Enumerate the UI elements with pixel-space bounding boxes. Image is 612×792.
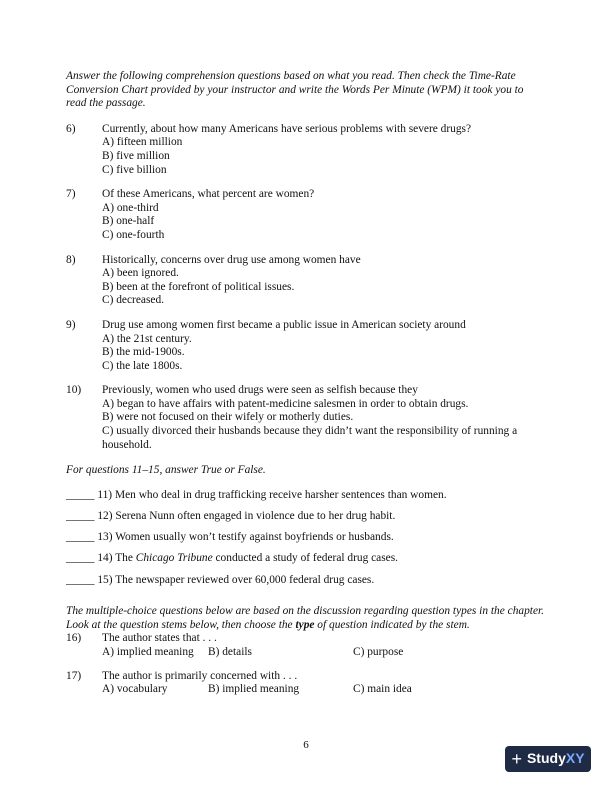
question-number: 10) bbox=[66, 384, 82, 397]
question-stem: The author states that . . . bbox=[102, 632, 217, 645]
question-7 bbox=[66, 188, 546, 242]
option-c: C) the late 1800s. bbox=[102, 359, 183, 372]
item-text: Men who deal in drug trafficking receive harsher sentences than women. bbox=[114, 488, 447, 501]
answer-blank[interactable]: _____ bbox=[66, 510, 95, 523]
newspaper-title: Chicago Tribune bbox=[135, 552, 213, 565]
answer-blank[interactable]: _____ bbox=[66, 531, 95, 544]
item-number: 13) bbox=[97, 531, 113, 544]
question-10 bbox=[66, 384, 546, 452]
answer-blank[interactable]: _____ bbox=[66, 552, 95, 565]
question-stem: The author is primarily concerned with . . . bbox=[102, 669, 298, 682]
mc-intro-emphasis: type bbox=[295, 618, 315, 631]
item-number: 12) bbox=[97, 510, 113, 523]
option-a: A) implied meaning bbox=[102, 645, 194, 658]
option-c: C) purpose bbox=[353, 645, 404, 658]
mc-intro-post: of question indicated by the stem. bbox=[314, 618, 470, 631]
question-stem: Historically, concerns over drug use among women have bbox=[102, 253, 361, 266]
option-c: C) main idea bbox=[353, 683, 412, 696]
option-b: B) were not focused on their wifely or motherly duties. bbox=[102, 411, 354, 424]
brand-name bbox=[527, 752, 585, 766]
true-false-item-15 bbox=[66, 574, 546, 588]
question-16 bbox=[66, 632, 546, 659]
studyxy-badge[interactable] bbox=[505, 746, 591, 772]
question-number: 9) bbox=[66, 318, 76, 331]
document-page bbox=[66, 70, 546, 707]
item-number: 14) bbox=[97, 552, 113, 565]
item-text: The newspaper reviewed over 60,000 federal drug cases. bbox=[115, 573, 375, 586]
answer-blank[interactable]: _____ bbox=[66, 573, 95, 586]
option-b: B) one-half bbox=[102, 215, 155, 228]
question-8 bbox=[66, 254, 546, 308]
question-stem: Previously, women who used drugs were seen as selfish because they bbox=[102, 384, 418, 397]
question-6 bbox=[66, 123, 546, 177]
multiple-choice-instructions bbox=[66, 605, 546, 632]
true-false-instructions: For questions 11–15, answer True or False. bbox=[66, 464, 266, 477]
item-text: Women usually won’t testify against boyfriends or husbands. bbox=[115, 531, 394, 544]
item-text: Serena Nunn often engaged in violence due to her drug habit. bbox=[115, 510, 396, 523]
brand-accent: XY bbox=[565, 750, 585, 767]
question-number: 16) bbox=[66, 632, 82, 645]
question-stem: Drug use among women first became a public issue in American society around bbox=[102, 318, 466, 331]
question-number: 7) bbox=[66, 188, 76, 201]
option-a: A) vocabulary bbox=[102, 683, 168, 696]
true-false-item-11 bbox=[66, 489, 546, 503]
question-9 bbox=[66, 319, 546, 373]
plus-icon: + bbox=[511, 749, 522, 769]
instructions-intro: Answer the following comprehension questions based on what you read. Then check the Time-Rate Conversion Chart provided by your instructor and write the Words Per Minute (WPM) it took you to read the passage. bbox=[66, 70, 524, 110]
option-a: A) fifteen million bbox=[102, 136, 183, 149]
option-c: C) one-fourth bbox=[102, 228, 165, 241]
brand-main: Study bbox=[526, 750, 566, 767]
question-number: 17) bbox=[66, 669, 82, 682]
item-number: 11) bbox=[97, 488, 113, 501]
option-b: B) five million bbox=[102, 149, 170, 162]
mc-intro-pre: The multiple-choice questions below are based on the discussion regarding question types in the chapter. Look at the question stems below, then choose the bbox=[66, 605, 545, 631]
answer-blank[interactable]: _____ bbox=[66, 488, 95, 501]
option-a: A) been ignored. bbox=[102, 267, 179, 280]
true-false-item-14 bbox=[66, 552, 546, 566]
question-stem: Currently, about how many Americans have serious problems with severe drugs? bbox=[102, 122, 472, 135]
option-a: A) the 21st century. bbox=[102, 332, 192, 345]
item-number: 15) bbox=[97, 573, 113, 586]
page-number: 6 bbox=[303, 739, 309, 751]
question-number: 6) bbox=[66, 122, 76, 135]
option-b: B) been at the forefront of political issues. bbox=[102, 280, 295, 293]
question-number: 8) bbox=[66, 253, 76, 266]
option-b: B) details bbox=[208, 645, 252, 658]
question-17 bbox=[66, 670, 546, 697]
option-a: A) one-third bbox=[102, 201, 159, 214]
option-b: B) the mid-1900s. bbox=[102, 346, 185, 359]
item-text-post: conducted a study of federal drug cases. bbox=[212, 552, 398, 565]
option-c: C) decreased. bbox=[102, 294, 164, 307]
option-c: C) usually divorced their husbands because they didn’t want the responsibility of running a household. bbox=[102, 425, 518, 451]
option-a: A) began to have affairs with patent-medicine salesmen in order to obtain drugs. bbox=[102, 397, 469, 410]
option-b: B) implied meaning bbox=[208, 683, 300, 696]
option-c: C) five billion bbox=[102, 163, 167, 176]
true-false-item-13 bbox=[66, 531, 546, 545]
question-stem: Of these Americans, what percent are women? bbox=[102, 188, 315, 201]
item-text-pre: The bbox=[115, 552, 136, 565]
true-false-item-12 bbox=[66, 510, 546, 524]
